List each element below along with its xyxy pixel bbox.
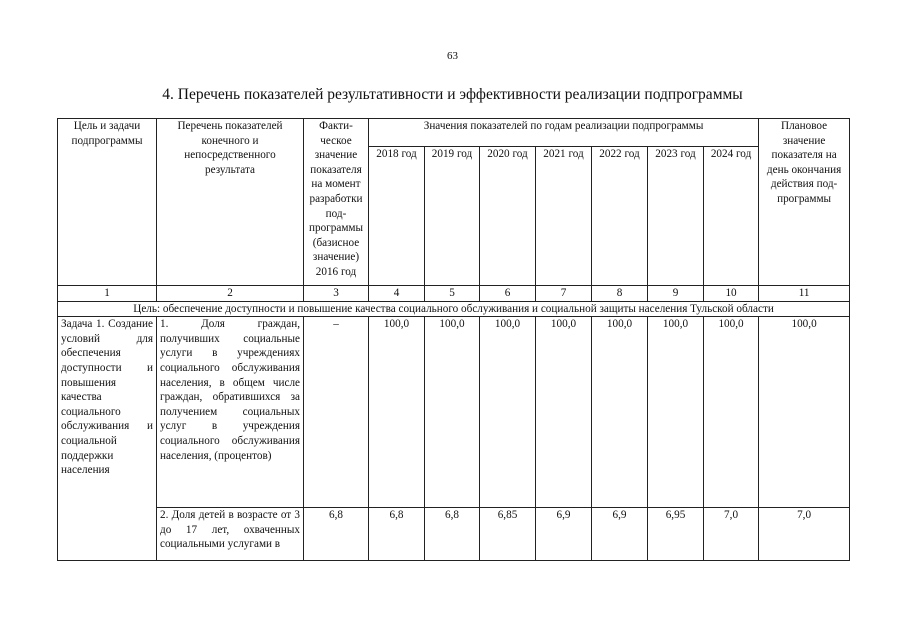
header-indicators-list: Перечень показателей конечного и непосредственного результата [157, 119, 304, 286]
table-row [58, 317, 850, 508]
indicator-name: 1. Доля граждан, получивших социальные услуги в учреждениях социального обслуживания населения, в общем числе граждан, обратившихся за получением социальных услуг в учреждения социального обслуживания населения, (процентов) [157, 317, 304, 508]
year-value: 6,8 [369, 508, 425, 561]
column-number: 7 [536, 286, 592, 302]
indicator-name [157, 508, 304, 561]
header-years-group: Значения показателей по годам реализации подпрограммы [369, 119, 759, 147]
indicator-name-text: 2. Доля детей в возрасте от 3 до 17 лет, охваченных социальными услугами в [160, 509, 300, 551]
header-year: 2018 год [369, 147, 425, 286]
year-value: 100,0 [704, 317, 759, 508]
column-number: 9 [648, 286, 704, 302]
column-number: 11 [759, 286, 850, 302]
column-number: 8 [592, 286, 648, 302]
base-value: – [304, 317, 369, 508]
year-value: 100,0 [480, 317, 536, 508]
header-year: 2022 год [592, 147, 648, 286]
task-cell: Задача 1. Создание условий для обеспечения доступности и повышения качества социального обслуживания и социальной поддержки населения [58, 317, 157, 561]
header-row [58, 119, 850, 147]
year-value: 100,0 [592, 317, 648, 508]
column-number: 4 [369, 286, 425, 302]
column-number: 2 [157, 286, 304, 302]
table-row [58, 508, 850, 561]
base-value: 6,8 [304, 508, 369, 561]
planned-value: 7,0 [759, 508, 850, 561]
header-year: 2019 год [425, 147, 480, 286]
year-value: 6,9 [592, 508, 648, 561]
document-title: 4. Перечень показателей результативности и эффективности реализации подпрограммы [162, 86, 743, 103]
page-number: 63 [447, 50, 458, 62]
column-numbers-row [58, 286, 850, 302]
year-value: 6,95 [648, 508, 704, 561]
column-number: 5 [425, 286, 480, 302]
column-number: 1 [58, 286, 157, 302]
year-value: 6,85 [480, 508, 536, 561]
year-value: 7,0 [704, 508, 759, 561]
year-value: 100,0 [425, 317, 480, 508]
header-base-value: Факти-ческое значение показателя на момент разработки под-программы (базисное значение) 2016 год [304, 119, 369, 286]
indicators-table [57, 118, 850, 561]
column-number: 6 [480, 286, 536, 302]
header-year: 2023 год [648, 147, 704, 286]
planned-value: 100,0 [759, 317, 850, 508]
goal-text: Цель: обеспечение доступности и повышение качества социального обслуживания и социальной защиты населения Тульской области [58, 301, 850, 317]
goal-row [58, 301, 850, 317]
header-year: 2020 год [480, 147, 536, 286]
year-value: 100,0 [536, 317, 592, 508]
column-number: 3 [304, 286, 369, 302]
year-value: 100,0 [648, 317, 704, 508]
year-value: 6,8 [425, 508, 480, 561]
column-number: 10 [704, 286, 759, 302]
header-planned-value: Плановое значение показателя на день окончания действия под-программы [759, 119, 850, 286]
header-year: 2024 год [704, 147, 759, 286]
header-goals-tasks: Цель и задачи подпрограммы [58, 119, 157, 286]
header-year: 2021 год [536, 147, 592, 286]
year-value: 6,9 [536, 508, 592, 561]
year-value: 100,0 [369, 317, 425, 508]
